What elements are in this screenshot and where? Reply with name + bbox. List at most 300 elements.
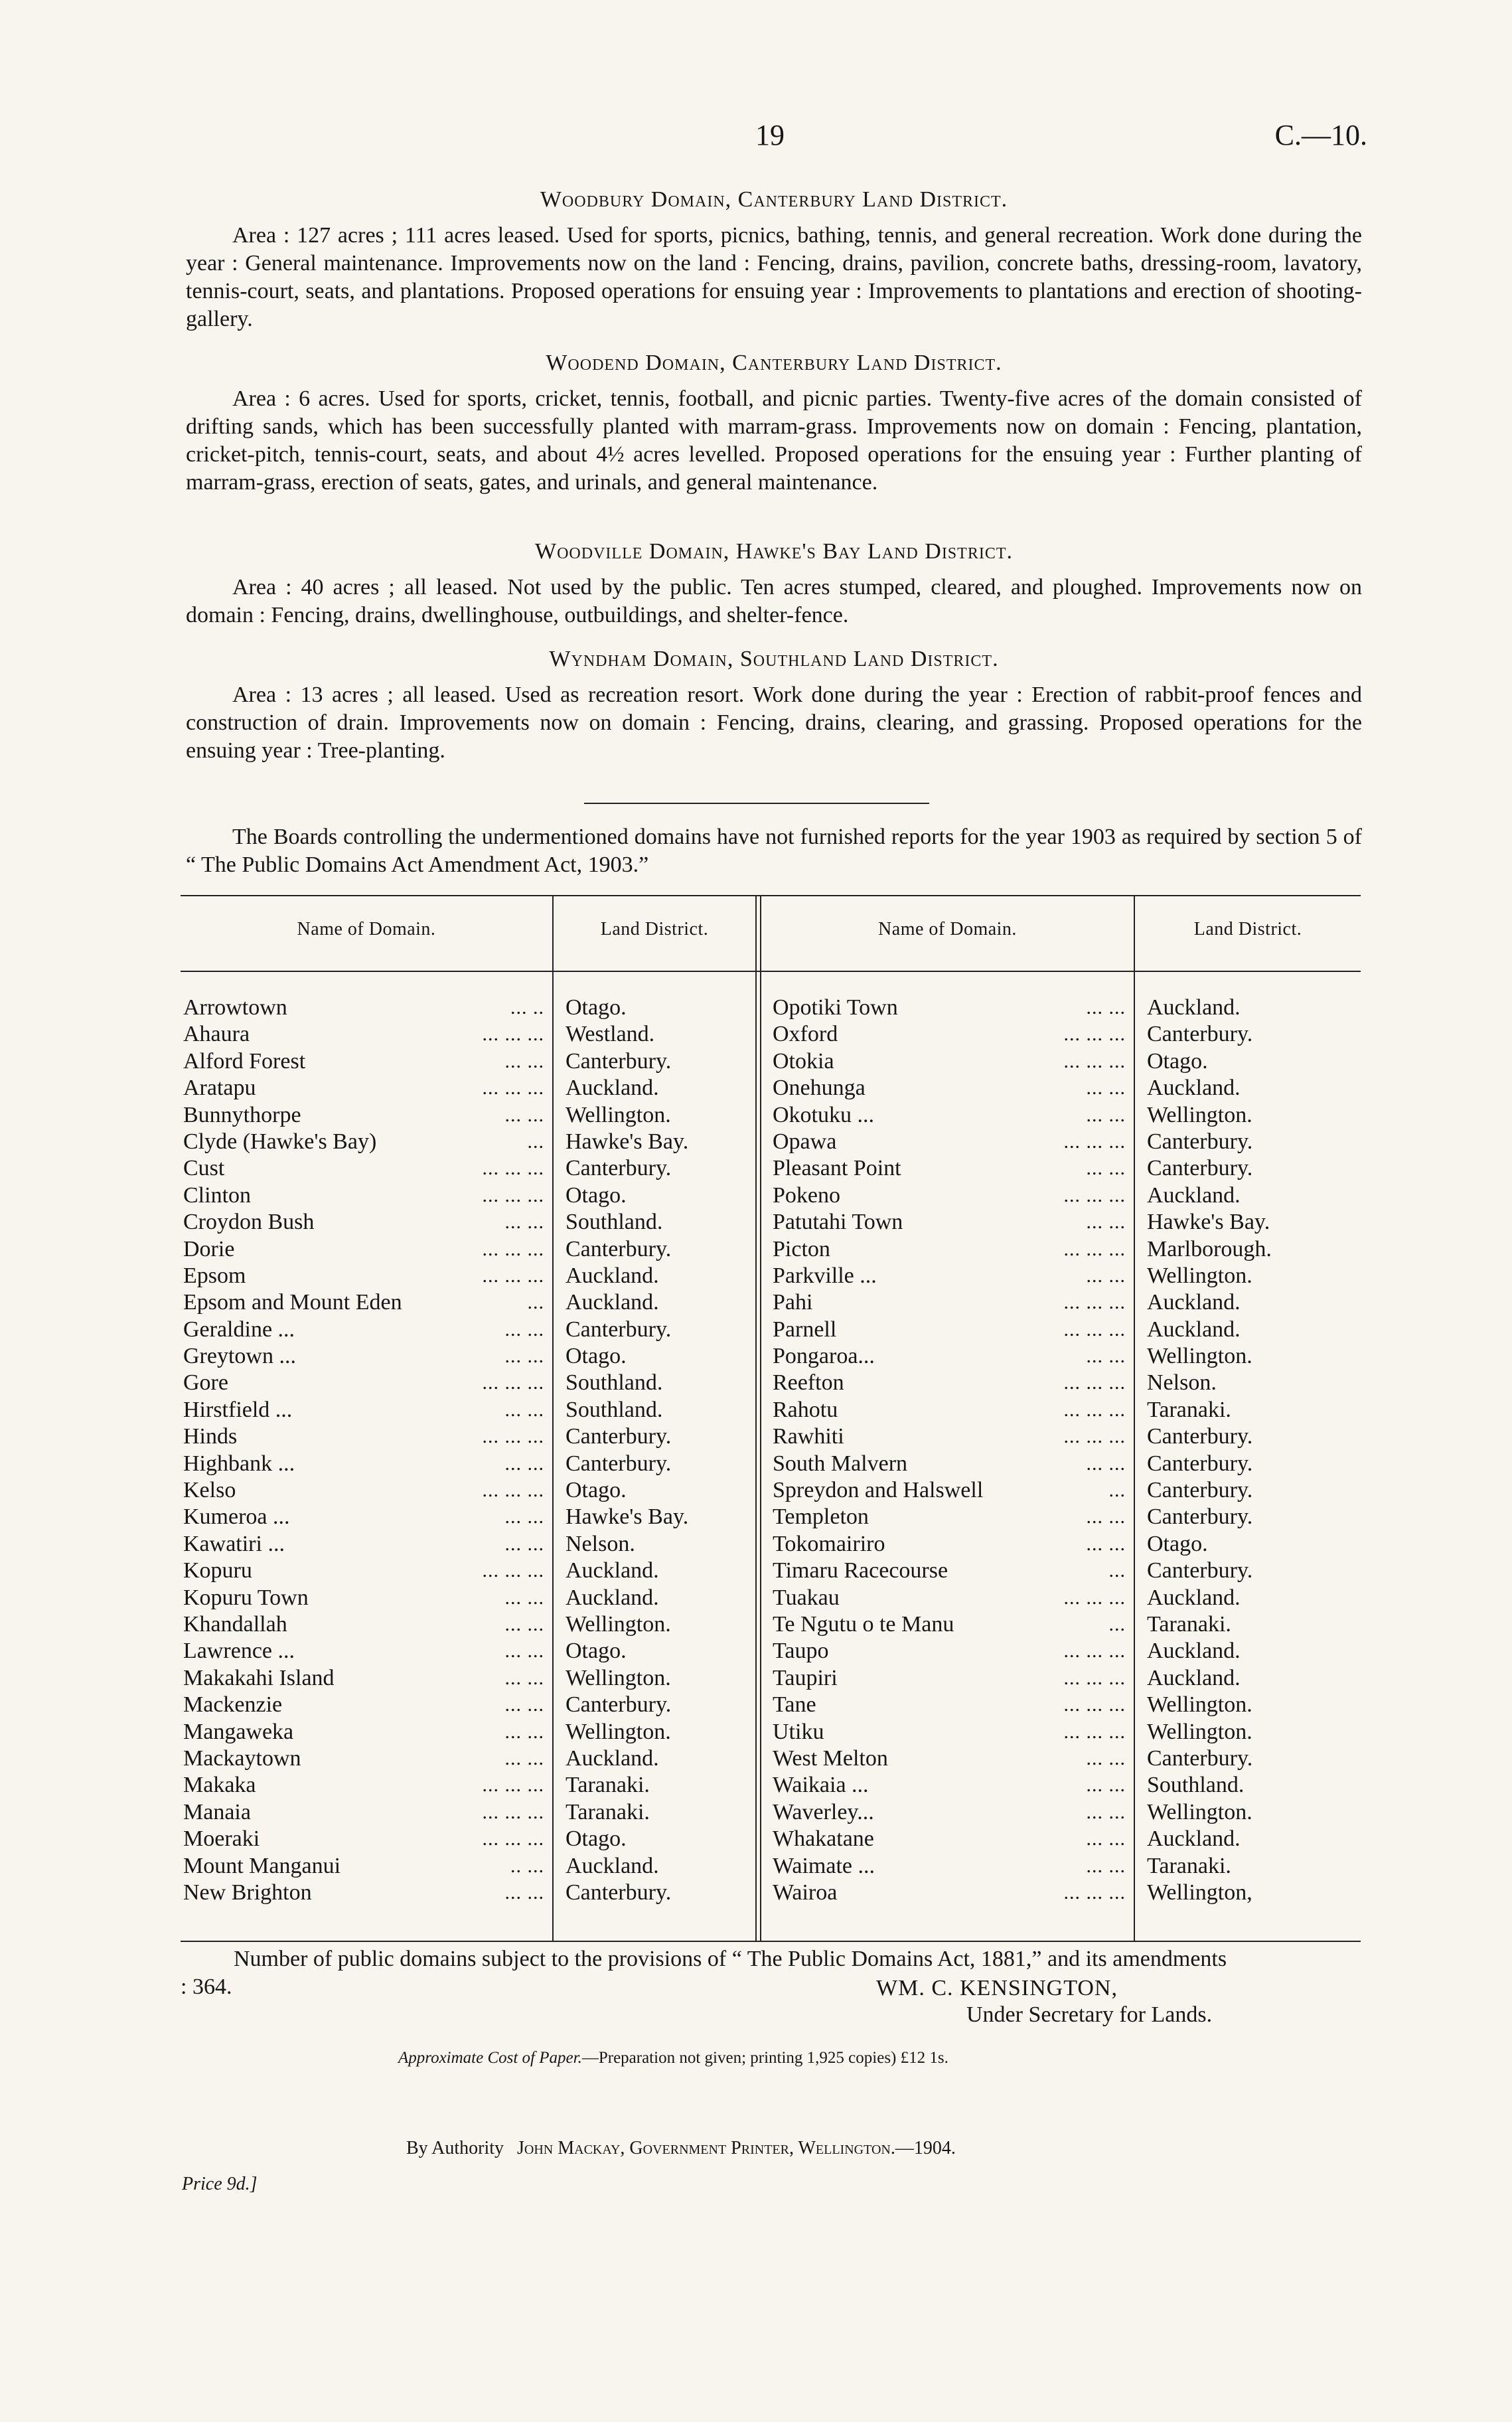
leader-dots: ... ... ... xyxy=(1063,1425,1126,1448)
domain-name: Makakahi Island xyxy=(183,1665,335,1690)
authority-text: John Mackay, Government Printer, Wellington.—1904. xyxy=(517,2138,956,2158)
domain-row xyxy=(773,1343,1131,1370)
header-name-of-domain: Name of Domain. xyxy=(297,919,436,939)
district-cell: Canterbury. xyxy=(1147,1424,1253,1449)
district-cell: Auckland. xyxy=(1147,1182,1241,1208)
left-domain-names xyxy=(183,995,550,1906)
domain-row xyxy=(773,1397,1131,1423)
district-cell: Auckland. xyxy=(1147,1639,1241,1664)
district-cell: Canterbury. xyxy=(1147,1504,1253,1530)
domain-row xyxy=(773,1048,1131,1075)
district-cell: Canterbury. xyxy=(566,1236,672,1261)
leader-dots: ... ... xyxy=(504,1586,544,1609)
leader-dots: ... ... xyxy=(504,1452,544,1475)
district-cell: Otago. xyxy=(566,995,627,1020)
cost-of-paper xyxy=(398,2049,948,2067)
domain-row xyxy=(773,1129,1131,1155)
domain-name: Pleasant Point xyxy=(773,1156,901,1181)
domain-name: Croydon Bush xyxy=(183,1210,315,1235)
district-cell: Auckland. xyxy=(1147,1585,1241,1610)
district-cell: Otago. xyxy=(566,1639,627,1664)
district-cell: Auckland. xyxy=(566,1745,659,1771)
district-cell: Auckland. xyxy=(566,1290,659,1315)
leader-dots: ... xyxy=(1108,1560,1126,1582)
district-cell: Otago. xyxy=(566,1182,627,1208)
district-cell: Canterbury. xyxy=(566,1451,672,1476)
header-name-of-domain: Name of Domain. xyxy=(878,919,1017,939)
district-cell: Auckland. xyxy=(566,1558,659,1583)
cost-text: —Preparation not given; printing 1,925 copies) £12 1s. xyxy=(581,2049,948,2067)
leader-dots: ... ... ... xyxy=(482,1425,544,1448)
domain-name: Kelso xyxy=(183,1478,236,1503)
leader-dots: ... ... ... xyxy=(482,1184,544,1206)
domain-name: Parkville ... xyxy=(773,1263,877,1288)
domain-count-statement: Number of public domains subject to the provisions of “ The Public Domains Act, 1881,” and its amendments : 364. xyxy=(181,1947,1227,1999)
leader-dots: ... ... xyxy=(504,1881,544,1903)
domain-name: Ahaura xyxy=(183,1022,250,1047)
district-cell: Taranaki. xyxy=(566,1799,650,1824)
leader-dots: ... ... ... xyxy=(1063,1666,1126,1689)
right-land-districts xyxy=(1135,995,1361,1906)
domain-row xyxy=(183,1477,550,1504)
leader-dots: ... ... xyxy=(1086,1801,1126,1823)
domain-name: Mackenzie xyxy=(183,1692,283,1718)
leader-dots: ... ... ... xyxy=(1063,1881,1126,1903)
district-cell: Otago. xyxy=(566,1344,627,1369)
domain-name: Hinds xyxy=(183,1424,238,1449)
document-reference: C.—10. xyxy=(1274,119,1367,151)
table-bottom-rule xyxy=(181,1941,1361,1942)
domain-name: Whakatane xyxy=(773,1826,874,1852)
domain-row xyxy=(183,1370,550,1396)
district-cell: Wellington. xyxy=(1147,1799,1252,1824)
domain-name: Cust xyxy=(183,1156,225,1181)
leader-dots: ... ... ... xyxy=(482,1264,544,1287)
leader-dots: ... ... xyxy=(504,1050,544,1072)
domain-row xyxy=(773,1853,1131,1880)
district-cell: Auckland. xyxy=(566,1076,659,1101)
leader-dots: ... ... xyxy=(1086,1747,1126,1769)
domain-name: Manaia xyxy=(183,1799,251,1824)
domain-row xyxy=(183,1182,550,1209)
domain-row xyxy=(773,1021,1131,1048)
domain-row xyxy=(183,1772,550,1799)
domain-row xyxy=(773,1719,1131,1745)
district-cell: Auckland. xyxy=(1147,1826,1241,1852)
district-cell: Auckland. xyxy=(566,1585,659,1610)
leader-dots: ... ... xyxy=(1086,1264,1126,1287)
domain-name: Waimate ... xyxy=(773,1853,875,1878)
leader-dots: ... ... xyxy=(504,1345,544,1368)
leader-dots: ... ... xyxy=(504,1103,544,1126)
domain-name: Spreydon and Halswell xyxy=(773,1478,984,1503)
leader-dots: ... ... xyxy=(1086,1077,1126,1099)
domain-row xyxy=(183,1745,550,1772)
domain-row xyxy=(183,1209,550,1236)
district-cell: Wellington. xyxy=(566,1611,671,1637)
domain-name: Utiku xyxy=(773,1719,824,1744)
domain-name: Opotiki Town xyxy=(773,995,898,1020)
domain-row xyxy=(183,1638,550,1664)
domain-name: Te Ngutu o te Manu xyxy=(773,1611,954,1637)
leader-dots: ... ... xyxy=(504,1506,544,1528)
domain-name: Onehunga xyxy=(773,1076,866,1101)
leader-dots: ... ... ... xyxy=(482,1077,544,1099)
section-body: Area : 127 acres ; 111 acres leased. Used for sports, picnics, bathing, tennis, and general recreation. Work done during the year : General maintenance. Improvements now on the land : Fencing, drains, pavilion, concrete baths, dressing-room, lavatory, tennis-court, seats, and plantations. Proposed operations for ensuing year : Improvements to plantations and erection of shooting-gallery. xyxy=(186,223,1362,331)
leader-dots: ... ... ... xyxy=(482,1560,544,1582)
leader-dots: ... ... xyxy=(1086,1532,1126,1555)
domain-name: Alford Forest xyxy=(183,1048,306,1074)
domain-name: Patutahi Town xyxy=(773,1210,903,1235)
domain-row xyxy=(773,1477,1131,1504)
domain-name: Pahi xyxy=(773,1290,813,1315)
domain-name: Reefton xyxy=(773,1370,844,1396)
domain-name: Kumeroa ... xyxy=(183,1504,290,1530)
leader-dots: ... ... ... xyxy=(482,1238,544,1260)
leader-dots: ... xyxy=(1108,1613,1126,1635)
section-woodville xyxy=(186,539,1362,629)
leader-dots: ... ... xyxy=(1086,1452,1126,1475)
domain-row xyxy=(183,1102,550,1129)
domain-name: Parnell xyxy=(773,1317,837,1342)
domain-row xyxy=(773,1772,1131,1799)
district-cell: Auckland. xyxy=(1147,1665,1241,1690)
domain-name: Wairoa xyxy=(773,1880,838,1905)
domain-name: Makaka xyxy=(183,1773,256,1798)
table-header-rule xyxy=(181,971,1361,972)
district-cell: Otago. xyxy=(566,1826,627,1852)
domain-row xyxy=(183,1665,550,1692)
domain-name: Gore xyxy=(183,1370,228,1396)
district-cell: Otago. xyxy=(1147,1048,1208,1074)
printer-authority xyxy=(406,2138,956,2159)
district-cell: Southland. xyxy=(1147,1773,1245,1798)
domain-name: Khandallah xyxy=(183,1611,287,1637)
district-cell: Wellington. xyxy=(566,1719,671,1744)
leader-dots: ... ... ... xyxy=(1063,1640,1126,1662)
district-cell: Canterbury. xyxy=(566,1156,672,1181)
leader-dots: ... ... xyxy=(504,1613,544,1635)
leader-dots: ... ... ... xyxy=(1063,1318,1126,1340)
leader-dots: ... ... ... xyxy=(1063,1720,1126,1743)
district-cell: Canterbury. xyxy=(1147,1478,1253,1503)
domain-row xyxy=(773,1558,1131,1584)
domain-name: Templeton xyxy=(773,1504,869,1530)
domain-name: Otokia xyxy=(773,1048,834,1074)
leader-dots: ... ... xyxy=(504,1398,544,1421)
leader-dots: ... ... ... xyxy=(482,1023,544,1046)
leader-dots: ... ... ... xyxy=(1063,1238,1126,1260)
district-cell: Otago. xyxy=(1147,1531,1208,1556)
domain-row xyxy=(183,1129,550,1155)
domain-name: Highbank ... xyxy=(183,1451,295,1476)
domain-row xyxy=(183,1451,550,1477)
district-cell: Hawke's Bay. xyxy=(1147,1210,1270,1235)
domain-name: Arrowtown xyxy=(183,995,287,1020)
district-cell: Canterbury. xyxy=(1147,1451,1253,1476)
domain-row xyxy=(183,1289,550,1316)
district-cell: Southland. xyxy=(566,1370,663,1396)
domain-row xyxy=(773,1692,1131,1718)
leader-dots: ... ... xyxy=(504,1640,544,1662)
domain-row xyxy=(773,1370,1131,1396)
section-title: Woodend Domain, Canterbury Land District. xyxy=(546,351,1002,375)
district-cell: Taranaki. xyxy=(1147,1611,1231,1637)
price: Price 9d.] xyxy=(182,2174,258,2194)
domain-name: Mount Manganui xyxy=(183,1853,341,1878)
column-separator xyxy=(760,895,761,1941)
leader-dots: ... ... xyxy=(1086,1506,1126,1528)
section-woodend xyxy=(186,351,1362,497)
domain-row xyxy=(183,1826,550,1852)
domain-name: West Melton xyxy=(773,1745,888,1771)
district-cell: Wellington. xyxy=(1147,1263,1252,1288)
district-cell: Canterbury. xyxy=(1147,1129,1253,1154)
leader-dots: ... .. xyxy=(510,997,544,1018)
domain-row xyxy=(773,1236,1131,1263)
domain-name: Opawa xyxy=(773,1129,837,1154)
page-number: 19 xyxy=(755,119,785,151)
section-body: Area : 13 acres ; all leased. Used as recreation resort. Work done during the year : Erection of rabbit-proof fences and construction of drain. Improvements now on domain : Fencing, drains, clearing, and grassing. Proposed operations for the ensuing year : Tree-planting. xyxy=(186,683,1362,763)
district-cell: Wellington. xyxy=(1147,1719,1252,1744)
district-cell: Hawke's Bay. xyxy=(566,1129,689,1154)
header-land-district: Land District. xyxy=(600,919,709,939)
domain-row xyxy=(773,1075,1131,1101)
leader-dots: ... ... xyxy=(504,1747,544,1769)
domain-name: Rawhiti xyxy=(773,1424,844,1449)
table-top-rule xyxy=(181,895,1361,896)
domain-name: South Malvern xyxy=(773,1451,908,1476)
domain-row xyxy=(773,1799,1131,1826)
cost-label: Approximate Cost of Paper. xyxy=(398,2049,582,2067)
domain-row xyxy=(183,1021,550,1048)
leader-dots: ... ... xyxy=(1086,1157,1126,1180)
domain-row xyxy=(183,1397,550,1423)
district-cell: Marlborough. xyxy=(1147,1236,1272,1261)
leader-dots: ... ... xyxy=(1086,1345,1126,1368)
leader-dots: ... ... xyxy=(504,1720,544,1743)
domain-row xyxy=(773,1263,1131,1289)
district-cell: Hawke's Bay. xyxy=(566,1504,689,1530)
domain-row xyxy=(183,1531,550,1558)
domain-row xyxy=(183,1236,550,1263)
authority-prefix: By Authority xyxy=(406,2138,504,2158)
leader-dots: ... ... ... xyxy=(482,1157,544,1180)
district-cell: Canterbury. xyxy=(566,1048,672,1074)
section-woodbury xyxy=(186,187,1362,333)
domain-name: Greytown ... xyxy=(183,1344,296,1369)
leader-dots: ... ... xyxy=(504,1694,544,1716)
domain-row xyxy=(183,1155,550,1182)
leader-dots: ... ... ... xyxy=(1063,1398,1126,1421)
district-cell: Taranaki. xyxy=(1147,1397,1231,1422)
section-body: Area : 6 acres. Used for sports, cricket, tennis, football, and picnic parties. Twenty-five acres of the domain consisted of drifting sands, which has been successfully planted with marram-grass. Improvements now on domain : Fencing, plantation, cricket-pitch, tennis-court, seats, and about 4½ acres levelled. Proposed operations for the ensuing year : Further planting of marram-grass, erection of seats, gates, and urinals, and general maintenance. xyxy=(186,386,1362,495)
district-cell: Otago. xyxy=(566,1478,627,1503)
domain-name: Okotuku ... xyxy=(773,1102,874,1127)
domain-row xyxy=(773,1531,1131,1558)
district-cell: Nelson. xyxy=(566,1531,635,1556)
left-land-districts xyxy=(554,995,755,1906)
domain-row xyxy=(773,1317,1131,1343)
domain-row xyxy=(183,1263,550,1289)
domain-row xyxy=(773,1826,1131,1852)
domain-name: Mangaweka xyxy=(183,1719,294,1744)
district-cell: Southland. xyxy=(566,1397,663,1422)
domain-name: Aratapu xyxy=(183,1076,256,1101)
district-cell: Wellington. xyxy=(566,1102,671,1127)
domain-name: Moeraki xyxy=(183,1826,260,1852)
leader-dots: ... ... ... xyxy=(1063,1130,1126,1153)
domain-name: Picton xyxy=(773,1236,830,1261)
domain-row xyxy=(183,1075,550,1101)
district-cell: Wellington, xyxy=(1147,1880,1252,1905)
domain-row xyxy=(773,1102,1131,1129)
domain-row xyxy=(183,1504,550,1530)
domain-row xyxy=(773,1289,1131,1316)
domain-row xyxy=(773,1423,1131,1450)
leader-dots: ... ... xyxy=(1086,1211,1126,1234)
domain-name: Geraldine ... xyxy=(183,1317,295,1342)
domain-row xyxy=(773,995,1131,1021)
section-title: Wyndham Domain, Southland Land District. xyxy=(549,647,999,671)
domain-name: Timaru Racecourse xyxy=(773,1558,948,1583)
leader-dots: ... ... xyxy=(1086,997,1126,1018)
leader-dots: ... ... xyxy=(504,1318,544,1340)
domain-row xyxy=(183,1799,550,1826)
domain-name: Pokeno xyxy=(773,1182,840,1208)
domain-name: Tuakau xyxy=(773,1585,840,1610)
domain-name: Waikaia ... xyxy=(773,1773,869,1798)
leader-dots: ... ... xyxy=(1086,1828,1126,1850)
header-land-district: Land District. xyxy=(1193,919,1302,939)
domain-name: Kopuru Town xyxy=(183,1585,309,1610)
domain-name: Hirstfield ... xyxy=(183,1397,293,1422)
district-cell: Southland. xyxy=(566,1210,663,1235)
domain-name: Epsom and Mount Eden xyxy=(183,1290,402,1315)
leader-dots: ... ... ... xyxy=(482,1801,544,1823)
district-cell: Auckland. xyxy=(566,1263,659,1288)
domain-row xyxy=(183,1343,550,1370)
signatory-title: Under Secretary for Lands. xyxy=(966,2002,1213,2027)
domain-name: Taupo xyxy=(773,1639,829,1664)
district-cell: Canterbury. xyxy=(566,1692,672,1718)
district-cell: Auckland. xyxy=(1147,995,1241,1020)
district-cell: Canterbury. xyxy=(1147,1745,1253,1771)
leader-dots: ... ... ... xyxy=(1063,1372,1126,1394)
table-intro: The Boards controlling the undermentioned domains have not furnished reports for the year 1903 as required by section 5 of “ The Public Domains Act Amendment Act, 1903.” xyxy=(186,825,1362,877)
leader-dots: ... xyxy=(527,1291,544,1314)
domain-row xyxy=(183,1719,550,1745)
district-cell: Auckland. xyxy=(566,1853,659,1878)
domain-row xyxy=(773,1504,1131,1530)
section-body: Area : 40 acres ; all leased. Not used by the public. Ten acres stumped, cleared, and ploughed. Improvements now on domain : Fencing, drains, dwellinghouse, outbuildings, and shelter-fence. xyxy=(186,575,1362,627)
domain-name: Epsom xyxy=(183,1263,246,1288)
leader-dots: ... ... ... xyxy=(1063,1291,1126,1314)
district-cell: Auckland. xyxy=(1147,1076,1241,1101)
leader-dots: ... ... xyxy=(1086,1854,1126,1877)
leader-dots: ... ... ... xyxy=(482,1479,544,1502)
domain-name: Mackaytown xyxy=(183,1745,301,1771)
leader-dots: ... ... ... xyxy=(1063,1694,1126,1716)
domain-row xyxy=(183,1048,550,1075)
domain-row xyxy=(183,1611,550,1638)
domain-name: Taupiri xyxy=(773,1665,838,1690)
district-cell: Taranaki. xyxy=(1147,1853,1231,1878)
domain-name: Clinton xyxy=(183,1182,252,1208)
domain-name: Oxford xyxy=(773,1022,838,1047)
domain-row xyxy=(773,1155,1131,1182)
leader-dots: ... xyxy=(527,1130,544,1153)
district-cell: Nelson. xyxy=(1147,1370,1217,1396)
leader-dots: ... ... xyxy=(504,1211,544,1234)
district-cell: Canterbury. xyxy=(1147,1558,1253,1583)
domain-row xyxy=(183,1880,550,1906)
leader-dots: ... ... ... xyxy=(1063,1184,1126,1206)
district-cell: Westland. xyxy=(566,1022,655,1047)
domain-name: New Brighton xyxy=(183,1880,312,1905)
leader-dots: ... ... ... xyxy=(1063,1050,1126,1072)
domain-name: Bunnythorpe xyxy=(183,1102,301,1127)
domain-name: Rahotu xyxy=(773,1397,838,1422)
column-separator xyxy=(755,895,757,1941)
district-cell: Canterbury. xyxy=(566,1317,672,1342)
domain-name: Clyde (Hawke's Bay) xyxy=(183,1129,377,1154)
signatory-name: WM. C. KENSINGTON, xyxy=(876,1976,1118,2000)
domain-row xyxy=(773,1638,1131,1664)
domain-row xyxy=(773,1665,1131,1692)
section-title: Woodville Domain, Hawke's Bay Land District. xyxy=(535,539,1013,564)
domain-row xyxy=(183,1423,550,1450)
leader-dots: ... ... xyxy=(1086,1103,1126,1126)
district-cell: Wellington. xyxy=(566,1665,671,1690)
district-cell: Canterbury. xyxy=(566,1424,672,1449)
leader-dots: ... ... xyxy=(504,1532,544,1555)
domain-name: Kawatiri ... xyxy=(183,1531,285,1556)
district-cell: Taranaki. xyxy=(566,1773,650,1798)
domains-table xyxy=(181,895,1361,1943)
domain-row xyxy=(773,1209,1131,1236)
domain-row xyxy=(773,1880,1131,1906)
domain-row xyxy=(183,1692,550,1718)
domain-name: Pongaroa... xyxy=(773,1344,875,1369)
domain-row xyxy=(183,1317,550,1343)
domain-row xyxy=(183,1853,550,1880)
domain-row xyxy=(183,995,550,1021)
leader-dots: ... ... ... xyxy=(482,1372,544,1394)
section-wyndham xyxy=(186,647,1362,765)
district-cell: Wellington. xyxy=(1147,1102,1252,1127)
domain-name: Tane xyxy=(773,1692,816,1718)
domain-row xyxy=(773,1745,1131,1772)
domain-name: Dorie xyxy=(183,1236,235,1261)
domain-name: Lawrence ... xyxy=(183,1639,295,1664)
leader-dots: ... ... ... xyxy=(1063,1586,1126,1609)
domain-row xyxy=(183,1558,550,1584)
domain-row xyxy=(773,1182,1131,1209)
leader-dots: ... ... xyxy=(1086,1774,1126,1797)
domain-name: Tokomairiro xyxy=(773,1531,885,1556)
district-cell: Wellington. xyxy=(1147,1692,1252,1718)
domain-row xyxy=(773,1585,1131,1611)
district-cell: Canterbury. xyxy=(1147,1022,1253,1047)
district-cell: Auckland. xyxy=(1147,1317,1241,1342)
domain-name: Waverley... xyxy=(773,1799,874,1824)
leader-dots: ... ... ... xyxy=(482,1828,544,1850)
district-cell: Auckland. xyxy=(1147,1290,1241,1315)
right-domain-names xyxy=(773,995,1131,1906)
domain-row xyxy=(183,1585,550,1611)
leader-dots: ... ... ... xyxy=(482,1774,544,1797)
